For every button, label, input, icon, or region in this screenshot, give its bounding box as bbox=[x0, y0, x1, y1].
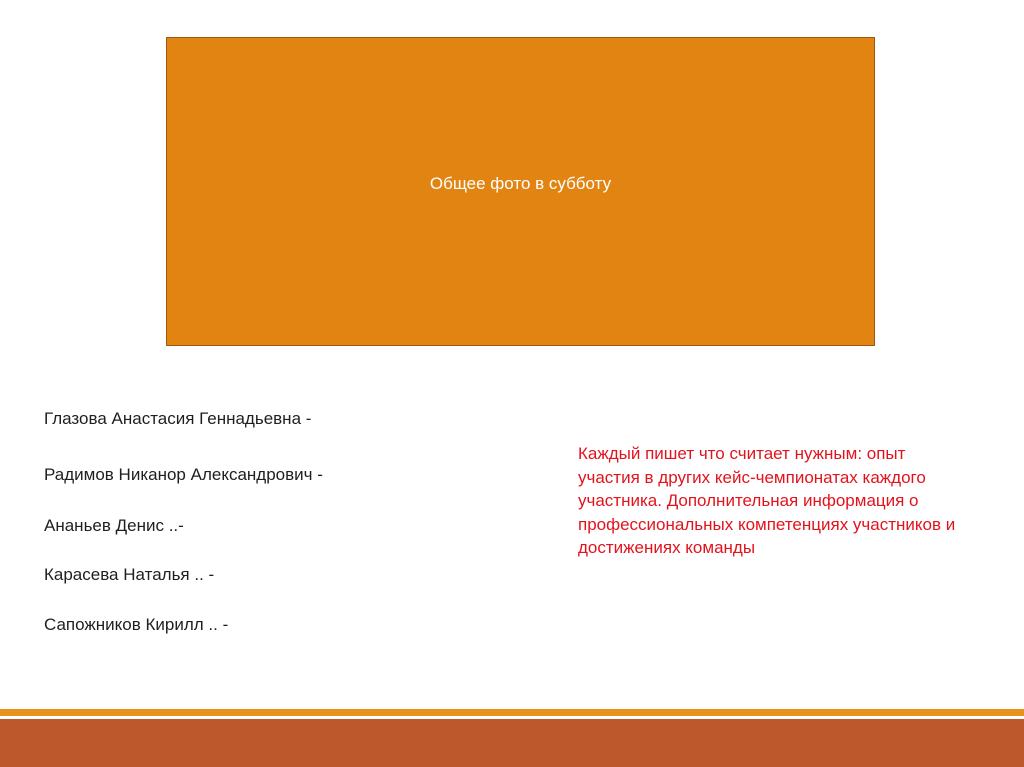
team-member-item: Радимов Никанор Александрович - bbox=[44, 465, 323, 484]
photo-placeholder bbox=[166, 37, 875, 346]
photo-caption: Общее фото в субботу bbox=[429, 173, 612, 193]
team-member-item: Ананьев Денис ..- bbox=[44, 516, 184, 535]
team-member-item: Карасева Наталья .. - bbox=[44, 565, 215, 584]
footer-stripe bbox=[0, 709, 1024, 716]
notes-text: Каждый пишет что считает нужным: опыт участия в других кейс-чемпионатах каждого участника. Дополнительная информация о профессиональных компетенциях участников и достижениях команды bbox=[578, 444, 956, 557]
team-member-item: Глазова Анастасия Геннадьевна - bbox=[44, 409, 312, 428]
team-member-item: Сапожников Кирилл .. - bbox=[44, 615, 229, 634]
footer-band bbox=[0, 719, 1024, 767]
